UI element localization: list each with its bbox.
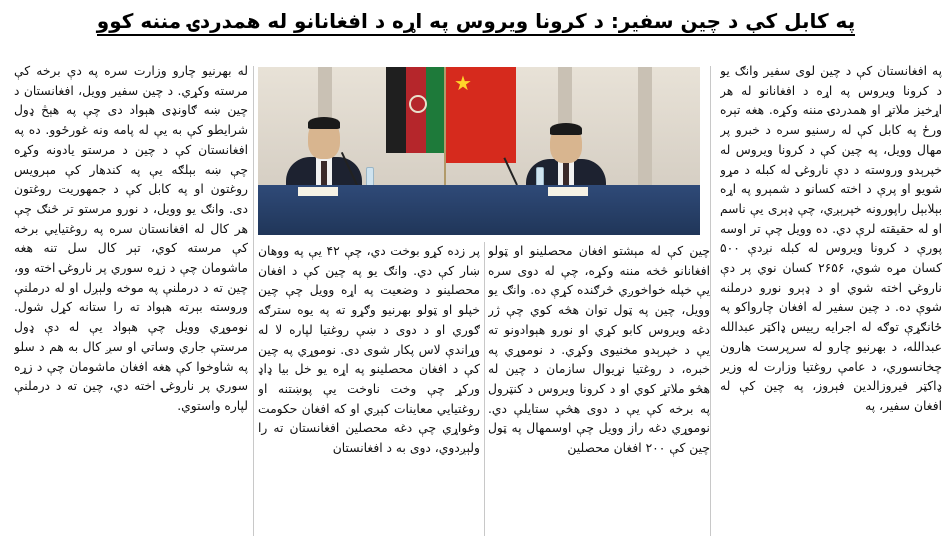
column-text: پر زده کړو بوخت دي، چې ۴۲ يې په ووهان ښار کې دي. وانګ يو په چين کې د افغان محصلينو د وضعيت په اړه وويل چې چين خپلو او ټولو بهرنيو وګړو ته په يوه سترګه ګوري او د دوی د ښې روغتيا لپاره لا له وړاندې لاس پکار شوی دی. نوموړي په چين کې د افغان محصلينو په اړه يو خل بيا ډاډ ورکړ چې وخت ناوخت يې پوښتنه او روغتيايي معاينات کېږي او که افغان حکومت وغواړي چې دغه محصلين افغانستان ته را ولېږدوي، دوی به د افغانستان (258, 244, 480, 456)
article-column-3 (258, 242, 480, 538)
name-plate (548, 187, 588, 196)
press-conference-photo (258, 67, 700, 235)
article-column-1 (720, 62, 942, 538)
water-bottle (536, 167, 544, 187)
column-divider (253, 66, 254, 536)
afghan-flag (386, 67, 446, 153)
water-bottle (366, 167, 374, 187)
photo-pillar (638, 67, 652, 185)
article-column-4 (14, 62, 248, 538)
column-divider (484, 242, 485, 536)
column-divider (710, 66, 711, 536)
article-headline: په کابل کې د چين سفير: د کرونا ويروس په اړه د افغانانو له همدردۍ مننه کوو (97, 9, 855, 36)
name-plate (298, 187, 338, 196)
article-column-2 (488, 242, 710, 538)
column-text: چين کې له مېشتو افغان محصلينو او ټولو افغانانو څخه مننه وکړه، چې له دوی سره يې خپله خواخوږي څرګنده کړې ده. وانګ يو وويل، چين په ټول توان هڅه کوي چې ژر دغه ويروس کابو کړي او نورو هېوادونو ته يې د خپرېدو مخنيوی وکړي. د نوموړي په خبره، د روغتيا نړيوال سازمان د چين له هڅو ملاتړ کوي او د کرونا ويروس د کنټرول په برخه کې يې د دوی هڅې ستايلې دي. نوموړي دغه راز وويل چې اوسمهال په ټول چين کې ۲۰۰ افغان محصلين (488, 244, 710, 456)
column-text: په افغانستان کې د چين لوی سفير وانګ يو د کرونا ويروس په اړه د افغانانو له هر اړخيز ملاتړ او همدردۍ مننه وکړه. هغه تېره ورځ په کابل کې له رسنيو سره د خبرو پر مهال وويل، په چين کې د کرونا ويروس له خپرېدو وروسته د دې ناروغۍ له کبله د مړو شويو او پرې د اخته کسانو د شمېرو په اړه بېلابېل راپورونه خپرېږي، چې ډېری يې ناسم او له حقيقته لرې دي. ده وويل چې تر اوسه پورې د کرونا ويروس له کبله نږدې ۵۰۰ کسان مړه شوي، ۲۶۵۶ کسان نوي پر دې ناروغۍ اخته شوي او د ډېرو نورو درملنه شوې ده. د چين سفير له افغان چارواکو په ځانګړې توګه له اجرايه رييس ډاکټر عبدالله عبدالله، د بهرنيو چارو له سرپرست هارون چخانسوري، د عامې روغتيا وزارت له وزير ډاکټر فيروزالدين فېروز، په چين کې له افغان سفير، په (720, 64, 942, 413)
column-text: له بهرنيو چارو وزارت سره په دې برخه کې مرسته وکړي. د چين سفير وويل، افغانستان د چين ښه ګاونډی هېواد دی چې په هېڅ ډول شرايطو کې به يې له پامه ونه غورځوو. ده په افغانستان کې د چين د مرستو يادونه وکړه چې ښه بېلګه يې په کندهار کې مېرويس روغتون او په کابل کې د جمهوريت روغتون دی. وانګ يو وويل، د نورو مرستو تر څنګ چې هر کال له افغانستان سره په روغتيايي برخه کې مرسته کوي، تېر کال سل تنه هغه ماشومان چې د زړه سوري پر ناروغۍ اخته وو، چين ته د درملنې په موخه ولېږل او له درملنې وروسته بېرته هېواد ته را ستانه کړل شول. نوموړي وويل چې هېواد يې له دې ډول مرستې جاري وساتي او سږ کال به هم د سلو په شاوخوا کې هغه افغان ماشومان چې د زړه سوري پر ناروغۍ اخته دي، چين ته د درملنې لپاره واستوي. (14, 64, 248, 413)
chinese-flag: ★ (446, 67, 516, 163)
headline-bar (0, 0, 952, 44)
